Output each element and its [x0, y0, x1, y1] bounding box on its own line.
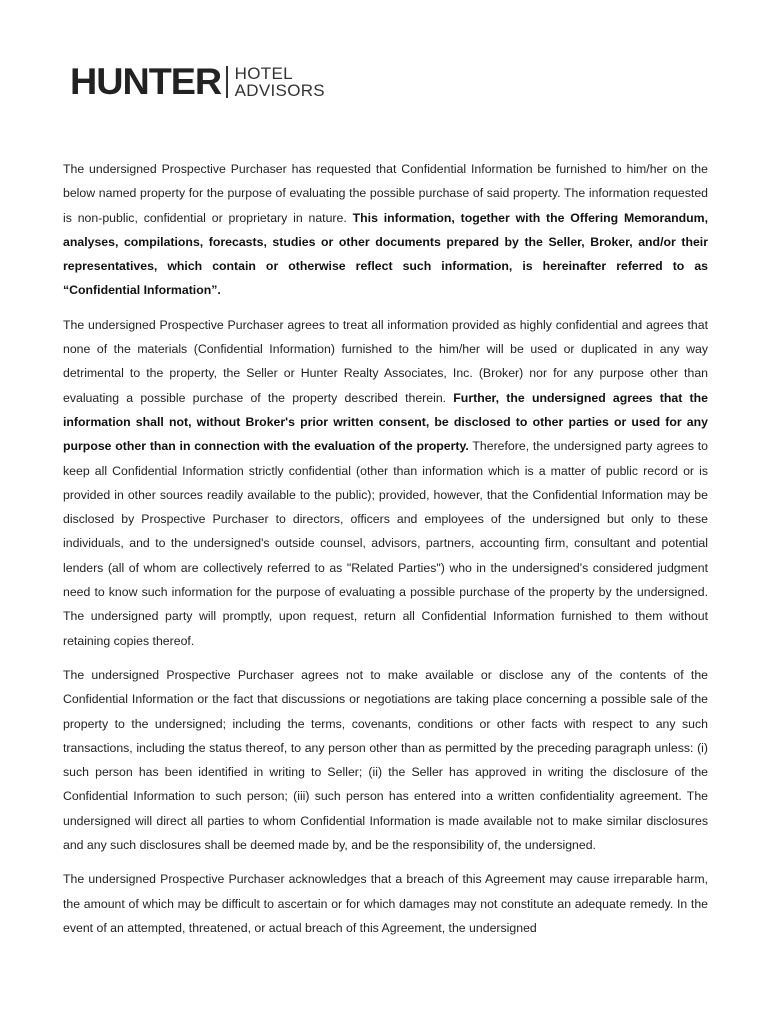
paragraph-bold-text: This information, together with the Offering Memorandum, analyses, compilations, forecasts, studies or other documents prepared by the Seller, Broker, and/or their representatives, which contain or otherwise reflect such information, is hereinafter referred to as “Confidential Information”. [63, 210, 708, 298]
paragraph-non-disclosure [63, 663, 708, 857]
hunter-hotel-advisors-logo [70, 62, 325, 102]
paragraph-breach-remedy [63, 867, 708, 940]
paragraph-text: Therefore, the undersigned party agrees to keep all Confidential Information strictly confidential (other than information which is a matter of public record or is provided in other sources readily available to the public); provided, however, that the Confidential Information may be disclosed by Prospective Purchaser to directors, officers and employees of the undersigned but only to these individuals, and to the undersigned's outside counsel, advisors, partners, accounting firm, consultant and potential lenders (all of whom are collectively referred to as "Related Parties") who in the undersigned's considered judgment need to know such information for the purpose of evaluating a possible purchase of the property by the undersigned. The undersigned party will promptly, upon request, return all Confidential Information furnished to them without retaining copies thereof. [63, 439, 708, 648]
paragraph-confidential-definition [63, 157, 708, 303]
logo-subtitle-line-2: ADVISORS [234, 81, 325, 100]
logo-subtitle-line-1: HOTEL [234, 64, 293, 83]
logo-wordmark: HUNTER [70, 61, 222, 102]
paragraph-text: The undersigned Prospective Purchaser agrees to treat all information provided as highly confidential and agrees that none of the materials (Confidential Information) furnished to the him/her will be used or duplicated in any way detrimental to the property, the Seller or Hunter Realty Associates, Inc. (Broker) nor for any purpose other than evaluating a possible purchase of the property described therein. [63, 317, 708, 405]
logo-divider [226, 66, 228, 98]
logo-subtitle [235, 65, 325, 99]
paragraph-text: The undersigned Prospective Purchaser agrees not to make available or disclose any of the contents of the Confidential Information or the fact that discussions or negotiations are taking place concerning a possible sale of the property to the undersigned; including the terms, covenants, conditions or other facts with respect to any such transactions, including the status thereof, to any person other than as permitted by the preceding paragraph unless: (i) such person has been identified in writing to Seller; (ii) the Seller has approved in writing the disclosure of the Confidential Information to such person; (iii) such person has entered into a written confidentiality agreement. The undersigned will direct all parties to whom Confidential Information is made available not to make similar disclosures and any such disclosures shall be deemed made by, and be the responsibility of, the undersigned. [63, 667, 708, 853]
paragraph-treatment-of-information [63, 313, 708, 653]
paragraph-text: The undersigned Prospective Purchaser acknowledges that a breach of this Agreement may cause irreparable harm, the amount of which may be difficult to ascertain or for which damages may not constitute an adequate remedy. In the event of an attempted, threatened, or actual breach of this Agreement, the undersigned [63, 872, 708, 935]
paragraph-text: The undersigned Prospective Purchaser has requested that Confidential Information be furnished to him/her on the below named property for the purpose of evaluating the possible purchase of said property. The information requested is non-public, confidential or proprietary in nature. [63, 162, 708, 225]
document-body [63, 157, 708, 950]
paragraph-bold-text: Further, the undersigned agrees that the information shall not, without Broker's prior written consent, be disclosed to other parties or used for any purpose other than in connection with the evaluation of the property. [63, 390, 708, 454]
